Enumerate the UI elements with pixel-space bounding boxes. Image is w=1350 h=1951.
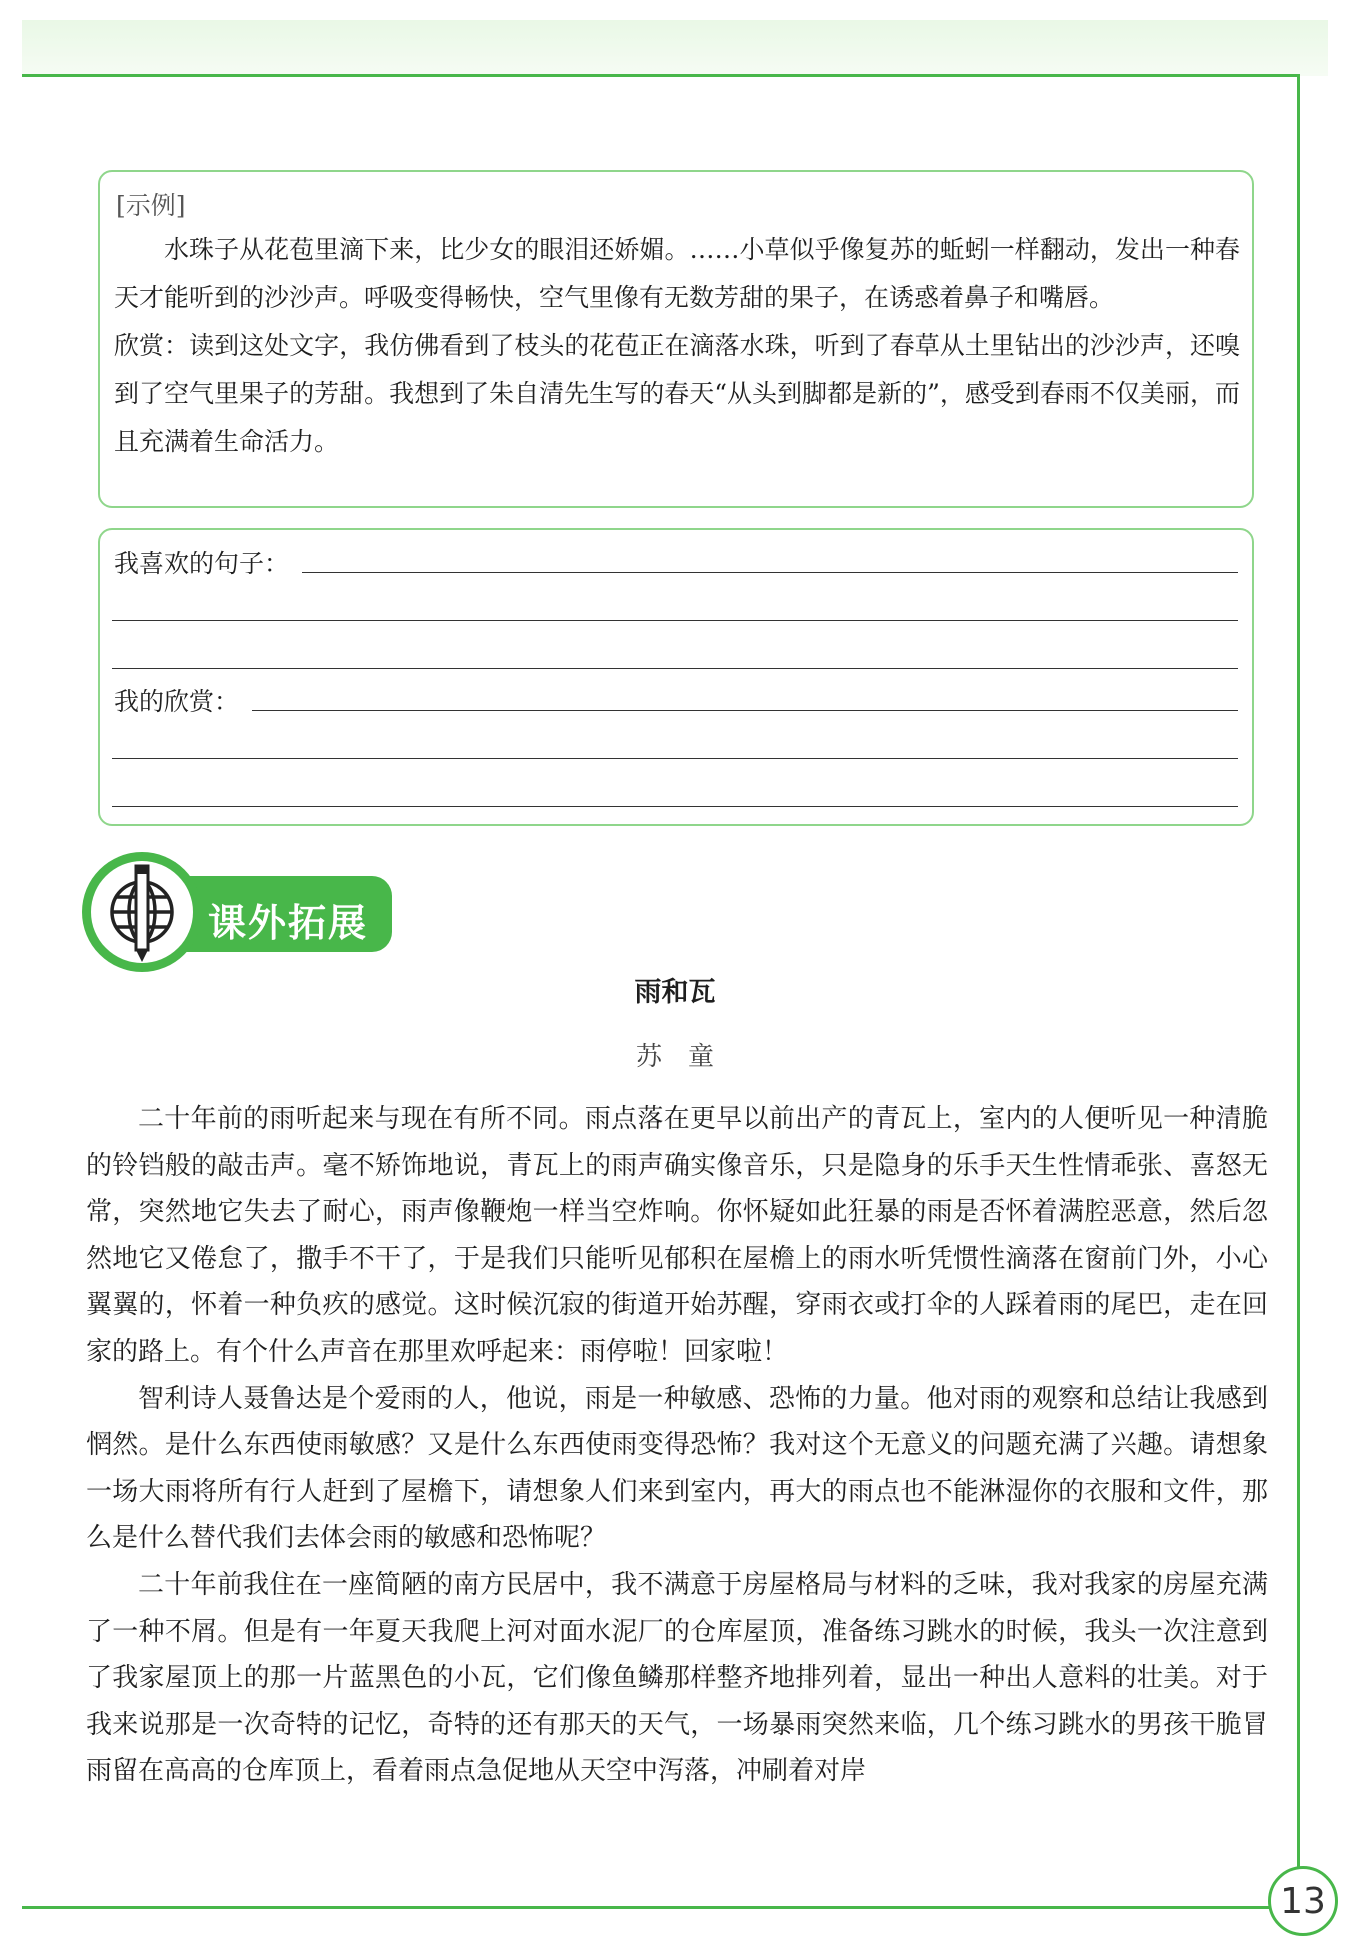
- favorite-sentence-line-2[interactable]: [112, 620, 1238, 621]
- appreciation-line-1[interactable]: [252, 710, 1238, 711]
- frame-top-line: [22, 74, 1300, 77]
- section-header: [82, 852, 402, 976]
- favorite-sentence-line-3[interactable]: [112, 668, 1238, 669]
- appreciation-line-2[interactable]: [112, 758, 1238, 759]
- example-quote: 水珠子从花苞里滴下来，比少女的眼泪还娇媚。……小草似乎像复苏的蚯蚓一样翻动，发出一种春天才能听到的沙沙声。呼吸变得畅快，空气里像有无数芳甜的果子，在诱惑着鼻子和嘴唇。: [114, 235, 1240, 312]
- page-number: 13: [1268, 1866, 1338, 1936]
- example-label: [示例]: [116, 191, 186, 220]
- article-paragraph: 二十年前我住在一座简陋的南方民居中，我不满意于房屋格局与材料的乏味，我对我家的房屋充满了一种不屑。但是有一年夏天我爬上河对面水泥厂的仓库屋顶，准备练习跳水的时候，我头一次注意到了我家屋顶上的那一片蓝黑色的小瓦，它们像鱼鳞那样整齐地排列着，显出一种出人意料的壮美。对于我来说那是一次奇特的记忆，奇特的还有那天的天气，一场暴雨突然来临，几个练习跳水的男孩干脆冒雨留在高高的仓库顶上，看着雨点急促地从天空中泻落，冲刷着对岸: [86, 1569, 1268, 1787]
- example-box: [98, 170, 1254, 508]
- article-body: [86, 1096, 1268, 1795]
- example-appreciation: 欣赏：读到这处文字，我仿佛看到了枝头的花苞正在滴落水珠，听到了春草从土里钻出的沙沙声，还嗅到了空气里果子的芳甜。我想到了朱自清先生写的春天“从头到脚都是新的”，感受到春雨不仅美丽，而且充满着生命活力。: [114, 331, 1240, 456]
- header-band: [22, 20, 1328, 76]
- writing-box: [98, 528, 1254, 826]
- article-title: 雨和瓦: [634, 977, 716, 1008]
- globe-pen-icon: [82, 852, 202, 972]
- appreciation-line-3[interactable]: [112, 806, 1238, 807]
- favorite-sentence-line-1[interactable]: [302, 572, 1238, 573]
- article-author: 苏童: [635, 1042, 740, 1072]
- article-paragraph: 智利诗人聂鲁达是个爱雨的人，他说，雨是一种敏感、恐怖的力量。他对雨的观察和总结让我感到惘然。是什么东西使雨敏感？又是什么东西使雨变得恐怖？我对这个无意义的问题充满了兴趣。请想象一场大雨将所有行人赶到了屋檐下，请想象人们来到室内，再大的雨点也不能淋湿你的衣服和文件，那么是什么替代我们去体会雨的敏感和恐怖呢？: [86, 1383, 1268, 1554]
- my-appreciation-label: 我的欣赏：: [114, 687, 240, 716]
- favorite-sentence-label: 我喜欢的句子：: [114, 549, 290, 578]
- article-paragraph: 二十年前的雨听起来与现在有所不同。雨点落在更早以前出产的青瓦上，室内的人便听见一种清脆的铃铛般的敲击声。毫不矫饰地说，青瓦上的雨声确实像音乐，只是隐身的乐手天生性情乖张、喜怒无常，突然地它失去了耐心，雨声像鞭炮一样当空炸响。你怀疑如此狂暴的雨是否怀着满腔恶意，然后忽然地它又倦怠了，撒手不干了，于是我们只能听见郁积在屋檐上的雨水听凭惯性滴落在窗前门外，小心翼翼的，怀着一种负疚的感觉。这时候沉寂的街道开始苏醒，穿雨衣或打伞的人踩着雨的尾巴，走在回家的路上。有个什么声音在那里欢呼起来：雨停啦！回家啦！: [86, 1104, 1268, 1367]
- section-badge: [82, 852, 202, 972]
- example-text: [114, 226, 1240, 466]
- frame-bottom-line: [22, 1906, 1272, 1909]
- section-title: 课外拓展: [208, 901, 369, 945]
